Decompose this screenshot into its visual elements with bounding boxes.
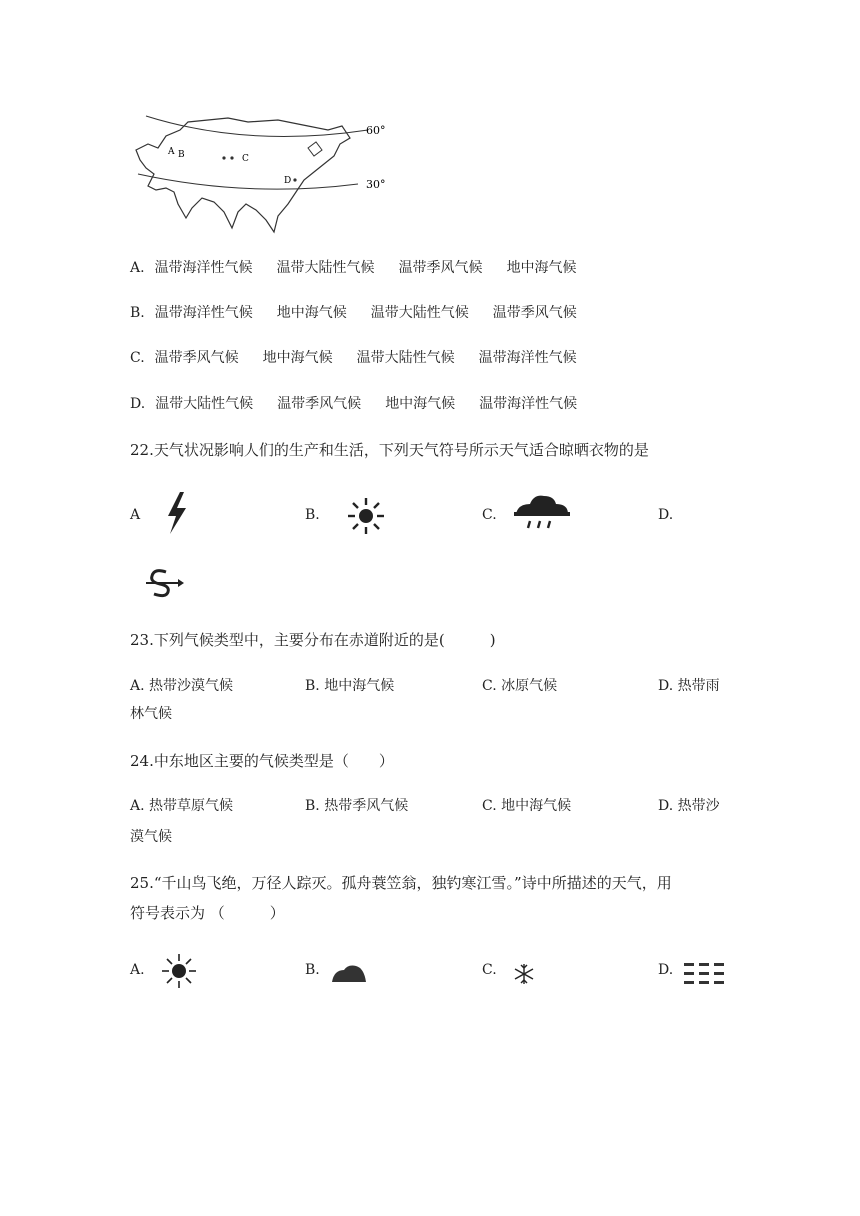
q25-label-c: C. xyxy=(482,962,497,978)
snowflake-icon xyxy=(512,962,536,986)
q25-stem-line1: 25.“千山鸟飞绝，万径人踪灭。孤舟蓑笠翁，独钓寒江雪。”诗中所描述的天气，用 xyxy=(130,874,672,892)
sandstorm-icon xyxy=(142,566,188,600)
q21-option-c: C. 温带季风气候 地中海气候 温带大陆性气候 温带海洋性气候 xyxy=(130,350,577,366)
q23-option-d-wrap: 林气候 xyxy=(130,706,172,722)
sun-icon xyxy=(160,952,198,990)
q24-stem: 24.中东地区主要的气候类型是（ ） xyxy=(130,752,394,770)
map-point-b: B xyxy=(178,150,185,160)
q25-stem-line2: 符号表示为 （ ） xyxy=(130,904,285,922)
q24-option-c: C. 地中海气候 xyxy=(482,798,572,814)
q24-option-a: A. 热带草原气候 xyxy=(130,798,234,814)
q21-option-a: A. 温带海洋性气候 温带大陆性气候 温带季风气候 地中海气候 xyxy=(130,260,577,276)
q22-label-b: B. xyxy=(305,507,320,523)
cloud-icon xyxy=(330,962,368,984)
map-lat-30: 30° xyxy=(366,178,386,191)
map-lat-60: 60° xyxy=(366,124,386,137)
q22-label-c: C. xyxy=(482,507,497,523)
q23-option-a: A. 热带沙漠气候 xyxy=(130,678,234,694)
q23-option-b: B. 地中海气候 xyxy=(305,678,395,694)
q25-label-a: A. xyxy=(130,962,145,978)
q22-label-d: D. xyxy=(658,507,674,523)
q21-option-b: B. 温带海洋性气候 地中海气候 温带大陆性气候 温带季风气候 xyxy=(130,305,577,321)
q23-option-c: C. 冰原气候 xyxy=(482,678,558,694)
q25-label-b: B. xyxy=(305,962,320,978)
q22-label-a: A xyxy=(130,507,141,523)
sun-icon xyxy=(346,496,386,536)
q23-stem: 23.下列气候类型中，主要分布在赤道附近的是( ) xyxy=(130,631,496,649)
map-point-a: A xyxy=(168,147,175,157)
map-point-c: C xyxy=(242,154,249,164)
q24-option-b: B. 热带季风气候 xyxy=(305,798,409,814)
map-point-d: D xyxy=(284,176,292,186)
q21-option-d: D. 温带大陆性气候 温带季风气候 地中海气候 温带海洋性气候 xyxy=(130,396,578,412)
fog-icon xyxy=(684,961,726,987)
thunderstorm-cloud-icon xyxy=(512,492,572,534)
q24-option-d-wrap: 漠气候 xyxy=(130,829,172,845)
q24-option-d: D. 热带沙 xyxy=(658,798,720,814)
lightning-icon xyxy=(162,490,190,536)
q25-label-d: D. xyxy=(658,962,674,978)
q22-stem: 22.天气状况影响人们的生产和生活，下列天气符号所示天气适合晾晒衣物的是 xyxy=(130,441,649,459)
q23-option-d: D. 热带雨 xyxy=(658,678,720,694)
eurasia-map xyxy=(128,108,398,238)
